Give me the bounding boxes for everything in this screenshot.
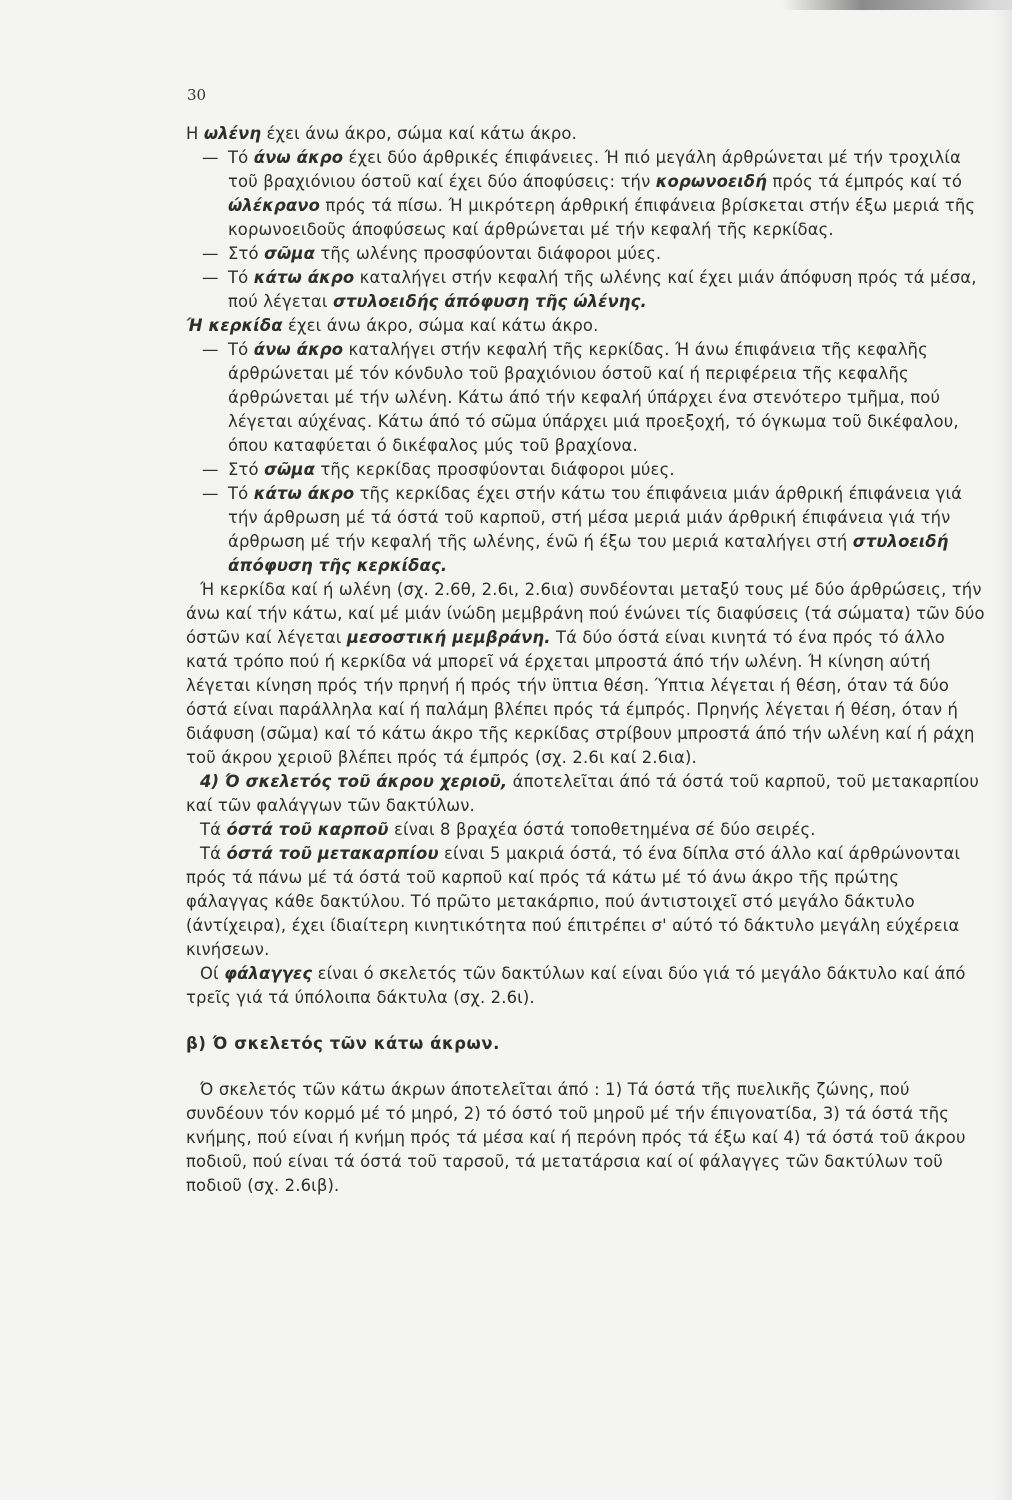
- text-run: τῆς κερκίδας προσφύονται διάφοροι μύες.: [315, 460, 675, 479]
- ulna-lower-end: [186, 266, 986, 314]
- phalanges-paragraph: [186, 962, 986, 1010]
- dash-marker: —: [202, 460, 219, 479]
- ulna-term: ωλένη: [203, 124, 262, 143]
- term-radial-styloid: στυλοειδή άπόφυση τῆς κερκίδας.: [228, 532, 949, 575]
- dash-marker: —: [202, 244, 219, 263]
- page-number: 30: [187, 86, 207, 104]
- forearm-paragraph: [186, 578, 986, 770]
- ulna-intro-pre: Η: [186, 124, 204, 143]
- text-run: καταλήγει στήν κεφαλή τῆς κερκίδας. Ή άνω έπιφάνεια τῆς κεφαλῆς άρθρώνεται μέ τόν κόνδυλο τοῦ βραχιόνιου όστοῦ καί ή περιφέρεια τῆς κεφαλῆς άρθρώνεται μέ τήν ωλένη. Κάτω άπό τήν κεφαλή ύπάρχει ένα στενότερο τμῆμα, πού λέγεται αύχένας. Κάτω άπό τό σῶμα ύπάρχει μιά προεξοχή, τό όγκωμα τοῦ δικέφαλου, όπου καταφύεται ό δικέφαλος μύς τοῦ βραχίονα.: [228, 340, 959, 455]
- text-run: έχει άνω άκρο, σώμα καί κάτω άκρο.: [282, 316, 599, 335]
- term-ulnar-styloid: στυλοειδής άπόφυση τῆς ώλένης.: [332, 292, 647, 311]
- term-hand-skeleton: 4) Ό σκελετός τοῦ άκρου χεριοῦ,: [200, 772, 508, 791]
- dash-marker: —: [202, 340, 219, 359]
- term-carpal-bones: όστά τοῦ καρποῦ: [226, 820, 389, 839]
- text-run: Τά δύο όστά είναι κινητά τό ένα πρός τό άλλο κατά τρόπο πού ή κερκίδα νά μπορεῖ νά έρχεται μπροστά άπό τήν ωλένη. Ή κίνηση αύτή λέγεται κίνηση πρός τήν πρηνή ή πρός τήν ϋπτια θέση. Ύπτια λέγεται ή θέση, όταν τά δύο όστά είναι παράλληλα καί ή παλάμη βλέπει πρός τά έμπρός. Πρηνής λέγεται ή θέση, όταν ή διάφυση (σῶμα) καί τό κάτω άκρο τῆς κερκίδας στρίβουν μπροστά άπό τήν ωλένη καί ή ράχη τοῦ άκρου χεριοῦ βλέπει πρός τά έμπρός (σχ. 2.6ι καί 2.6ια).: [186, 628, 975, 767]
- term-lower-end: κάτω άκρο: [253, 484, 355, 503]
- text-run: πρός τά πίσω. Ή μικρότερη άρθρική έπιφάνεια βρίσκεται στήν έξω μεριά τῆς κορωνοειδοῦς άποφύσεως καί άρθρώνεται μέ τήν κεφαλή τῆς κερκίδας.: [228, 196, 976, 239]
- text-run: Στό: [228, 460, 265, 479]
- radius-intro: [186, 314, 986, 338]
- text-run: είναι 8 βραχέα όστά τοποθετημένα σέ δύο σειρές.: [388, 820, 816, 839]
- term-coronoid: κορωνοειδή: [655, 172, 768, 191]
- page-body: [186, 122, 986, 1198]
- lower-limbs-paragraph: Ό σκελετός τῶν κάτω άκρων άποτελεῖται άπό : 1) Τά όστά τῆς πυελικῆς ζώνης, πού συνδέουν τόν κορμό μέ τό μηρό, 2) τό όστό τοῦ μηροῦ μέ τήν έπιγονατίδα, 3) τά όστά τῆς κνήμης, πού είναι ή κνήμη πρός τά μέσα καί ή περόνη πρός τά έξω καί 4) τά όστά τοῦ άκρου ποδιοῦ, πού είναι τά όστά τοῦ ταρσοῦ, τά μετατάρσια καί οί φάλαγγες τῶν δακτύλων τοῦ ποδιοῦ (σχ. 2.6ιβ).: [186, 1080, 966, 1195]
- text-run: είναι ό σκελετός τῶν δακτύλων καί είναι δύο γιά τό μεγάλο δάκτυλο καί άπό τρεῖς γιά τά ύπόλοιπα δάκτυλα (σχ. 2.6ι).: [186, 964, 966, 1007]
- hand-paragraph: [186, 770, 986, 818]
- text-run: Τό: [228, 148, 254, 167]
- text-run: Τό: [228, 268, 254, 287]
- text-run: τῆς κερκίδας έχει στήν κάτω του έπιφάνεια μιάν άρθρική έπιφάνεια γιά τήν άρθρωση μέ τά όστά τοῦ καρποῦ, στή μέσα μεριά μιάν άρθρική έπιφάνεια γιά τήν άρθρωση μέ τήν κεφαλή τῆς ωλένης, ένῶ ή έξω του μεριά καταλήγει στή: [228, 484, 963, 551]
- text-run: Ή κερκίδα καί ή ωλένη (σχ. 2.6θ, 2.6ι, 2.6ια) συνδέονται μεταξύ τους μέ δύο άρθρώσεις, τήν άνω καί τήν κάτω, καί μέ μιάν ίνώδη μεμβράνη πού ένώνει τίς διαφύσεις (τά σώματα) τῶν δύο όστῶν καί λέγεται: [186, 580, 985, 647]
- text-run: είναι 5 μακριά όστά, τό ένα δίπλα στό άλλο καί άρθρώνονται πρός τά πάνω μέ τά όστά τοῦ καρποῦ καί πρός τά κάτω μέ τό άνω άκρο τῆς πρώτης φάλαγγας κάθε δακτύλου. Τό πρῶτο μετακάρπιο, πού άντιστοιχεῖ στό μεγάλο δάκτυλο (άντίχειρα), έχει ίδιαίτερη κινητικότητα πού έπιτρέπει σ' αύτό τό δάκτυλο μεγάλη εύχέρεια κινήσεων.: [186, 844, 961, 959]
- term-body: σῶμα: [264, 244, 315, 263]
- text-run: άποτελεῖται άπό τά όστά τοῦ καρποῦ, τοῦ μετακαρπίου καί τῶν φαλάγγων τῶν δακτύλων.: [186, 772, 979, 815]
- term-lower-end: κάτω άκρο: [253, 268, 355, 287]
- text-run: Στό: [228, 244, 265, 263]
- term-upper-end: άνω άκρο: [253, 340, 344, 359]
- text-run: Οί: [200, 964, 225, 983]
- text-run: Τό: [228, 484, 254, 503]
- dash-marker: —: [202, 148, 219, 167]
- text-run: καταλήγει στήν κεφαλή τῆς ωλένης καί έχει μιάν άπόφυση πρός τά μέσα, πού λέγεται: [228, 268, 977, 311]
- radius-lower-end: [186, 482, 986, 578]
- scan-corner-shadow: [782, 0, 1012, 10]
- dash-marker: —: [202, 268, 219, 287]
- text-run: έχει δύο άρθρικές έπιφάνειες. Ή πιό μεγάλη άρθρώνεται μέ τήν τροχιλία τοῦ βραχιόνιου όστοῦ καί έχει δύο άποφύσεις: τήν: [228, 148, 962, 191]
- dash-marker: —: [202, 484, 219, 503]
- text-run: Τά: [200, 820, 227, 839]
- section-heading-lower-limbs: β) Ό σκελετός τῶν κάτω άκρων.: [186, 1034, 500, 1053]
- term-upper-end: άνω άκρο: [253, 148, 344, 167]
- term-body: σῶμα: [264, 460, 315, 479]
- carpal-paragraph: [186, 818, 986, 842]
- radius-upper-end: [186, 338, 986, 458]
- ulna-upper-end: [186, 146, 986, 242]
- text-run: πρός τά έμπρός καί τό: [767, 172, 963, 191]
- ulna-intro-post: έχει άνω άκρο, σώμα καί κάτω άκρο.: [261, 124, 577, 143]
- radius-term: Ή κερκίδα: [186, 316, 283, 335]
- term-olecranon: ώλέκρανο: [228, 196, 321, 215]
- text-run: Τά: [200, 844, 227, 863]
- term-interosseous-membrane: μεσοστική μεμβράνη.: [346, 628, 551, 647]
- metacarpal-paragraph: [186, 842, 986, 962]
- ulna-body: [186, 242, 986, 266]
- text-run: Τό: [228, 340, 254, 359]
- ulna-intro: [186, 122, 986, 146]
- radius-body: [186, 458, 986, 482]
- scan-edge-shadow: [992, 0, 1012, 1500]
- term-phalanges: φάλαγγες: [224, 964, 313, 983]
- text-run: τῆς ωλένης προσφύονται διάφοροι μύες.: [315, 244, 662, 263]
- term-metacarpal-bones: όστά τοῦ μετακαρπίου: [226, 844, 439, 863]
